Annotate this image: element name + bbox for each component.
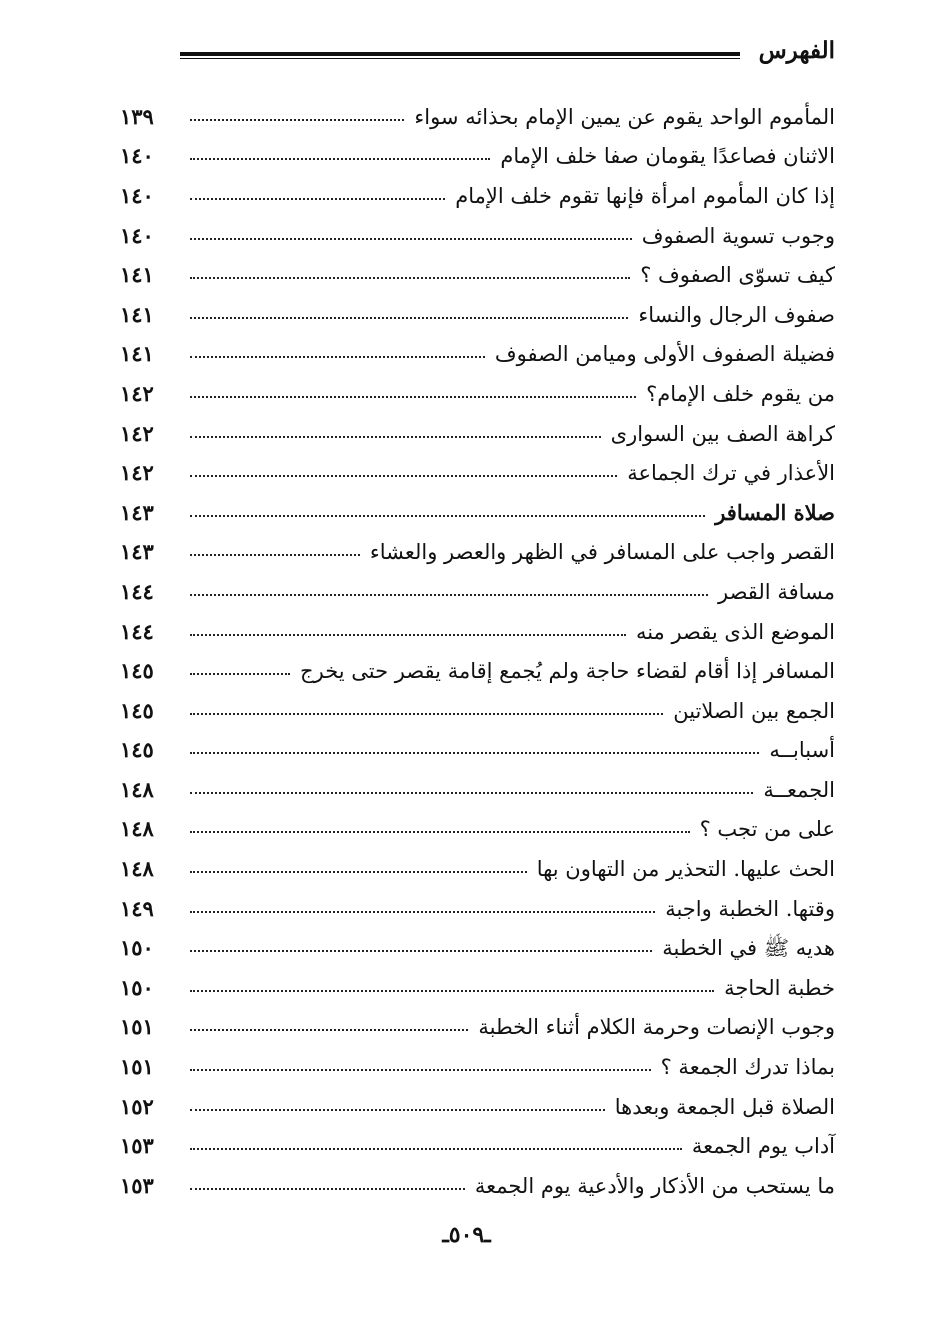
dot-leader xyxy=(190,713,663,715)
toc-entry-page: ١٥٣ xyxy=(120,1133,154,1159)
toc-entry-title: المسافر إذا أقام لقضاء حاجة ولم يُجمع إقامة يقصر حتى يخرج xyxy=(300,659,835,684)
toc-entry xyxy=(120,691,835,731)
dot-leader xyxy=(190,1029,468,1031)
toc-entry xyxy=(120,493,835,533)
header-rule xyxy=(180,52,740,59)
dot-leader xyxy=(190,673,290,675)
dot-leader xyxy=(190,356,485,358)
toc-entry xyxy=(120,414,835,454)
toc-entry-title: الجمعــة xyxy=(763,777,835,802)
toc-entry xyxy=(120,731,835,771)
dot-leader xyxy=(190,1148,682,1150)
toc-entry-title: كراهة الصف بين السوارى xyxy=(610,421,835,446)
toc-entry-title: الأعذار في ترك الجماعة xyxy=(627,461,835,486)
dot-leader xyxy=(190,950,652,952)
toc-entry xyxy=(120,612,835,652)
toc-entry-title: الموضع الذى يقصر منه xyxy=(635,619,835,644)
toc-entry-page: ١٤٤ xyxy=(120,578,154,604)
toc-entry xyxy=(120,770,835,810)
toc-entry-page: ١٥١ xyxy=(120,1014,154,1040)
toc-entry-page: ١٤٣ xyxy=(120,539,154,565)
dot-leader xyxy=(190,396,636,398)
toc-entry xyxy=(120,137,835,177)
toc-entry-title: إذا كان المأموم امرأة فإنها تقوم خلف الإمام xyxy=(455,183,835,208)
toc-entry-page: ١٤٨ xyxy=(120,776,154,802)
toc-entry-page: ١٤٢ xyxy=(120,380,154,406)
toc-entry-page: ١٤٤ xyxy=(120,618,154,644)
toc-entry-title: الصلاة قبل الجمعة وبعدها xyxy=(614,1094,835,1119)
toc-entry-title: صلاة المسافر xyxy=(715,499,835,525)
toc-entry-page: ١٣٩ xyxy=(120,103,154,129)
toc-entry xyxy=(120,928,835,968)
toc-entry-title: أسبابــه xyxy=(769,738,835,763)
toc-entry xyxy=(120,374,835,414)
dot-leader xyxy=(190,911,655,913)
dot-leader xyxy=(190,515,705,517)
toc-entry-page: ١٥٠ xyxy=(120,974,154,1000)
toc-entry-page: ١٤٢ xyxy=(120,460,154,486)
toc-entry-page: ١٥١ xyxy=(120,1054,154,1080)
toc-entry-page: ١٤١ xyxy=(120,301,154,327)
toc-entry-title: صفوف الرجال والنساء xyxy=(638,302,835,327)
toc-entry xyxy=(120,295,835,335)
toc-entry xyxy=(120,176,835,216)
toc-entry xyxy=(120,889,835,929)
dot-leader xyxy=(190,634,626,636)
toc-entry xyxy=(120,810,835,850)
toc-entry-page: ١٤٥ xyxy=(120,658,154,684)
toc-entry-title: وجوب الإنصات وحرمة الكلام أثناء الخطبة xyxy=(478,1015,835,1040)
toc-entry xyxy=(120,533,835,573)
toc-entry-page: ١٤٠ xyxy=(120,182,154,208)
toc-entry-page: ١٤٥ xyxy=(120,697,154,723)
toc-entry-title: من يقوم خلف الإمام؟ xyxy=(646,381,835,406)
toc-entry-page: ١٤٠ xyxy=(120,222,154,248)
dot-leader xyxy=(190,1188,465,1190)
toc-entry-page: ١٥٠ xyxy=(120,935,154,961)
toc-entry-page: ١٤٥ xyxy=(120,737,154,763)
dot-leader xyxy=(190,198,445,200)
dot-leader xyxy=(190,871,527,873)
toc-entry xyxy=(120,1087,835,1127)
toc-entry-page: ١٤٨ xyxy=(120,816,154,842)
toc-entry-title: وجوب تسوية الصفوف xyxy=(641,223,835,248)
toc-entry-title: كيف تسوّى الصفوف ؟ xyxy=(640,263,835,288)
dot-leader xyxy=(190,158,490,160)
toc-entry-page: ١٤١ xyxy=(120,262,154,288)
toc-entry-title: آداب يوم الجمعة xyxy=(691,1134,835,1159)
table-of-contents xyxy=(120,97,835,1206)
toc-entry-title: المأموم الواحد يقوم عن يمين الإمام بحذائه سواء xyxy=(414,104,835,129)
toc-entry-page: ١٤٨ xyxy=(120,856,154,882)
dot-leader xyxy=(190,1069,651,1071)
toc-entry xyxy=(120,97,835,137)
toc-entry-title: فضيلة الصفوف الأولى وميامن الصفوف xyxy=(494,342,835,367)
toc-entry-title: هديه ﷺ في الخطبة xyxy=(662,936,835,961)
dot-leader xyxy=(190,831,690,833)
toc-entry xyxy=(120,453,835,493)
toc-entry xyxy=(120,1126,835,1166)
toc-entry-page: ١٤٩ xyxy=(120,895,154,921)
dot-leader xyxy=(190,436,601,438)
toc-entry xyxy=(120,572,835,612)
toc-entry-title: مسافة القصر xyxy=(717,579,835,604)
toc-entry-page: ١٥٢ xyxy=(120,1093,154,1119)
toc-entry xyxy=(120,1047,835,1087)
toc-entry-title: الجمع بين الصلاتين xyxy=(673,698,835,723)
toc-entry xyxy=(120,651,835,691)
dot-leader xyxy=(190,1109,605,1111)
toc-entry-page: ١٤٣ xyxy=(120,499,154,525)
toc-entry xyxy=(120,1166,835,1206)
toc-entry-page: ١٤٠ xyxy=(120,143,154,169)
toc-entry-title: خطبة الحاجة xyxy=(724,975,835,1000)
toc-entry-title: القصر واجب على المسافر في الظهر والعصر والعشاء xyxy=(369,540,835,565)
dot-leader xyxy=(190,990,714,992)
toc-entry-title: الحث عليها. التحذير من التهاون بها xyxy=(536,857,835,882)
dot-leader xyxy=(190,119,404,121)
toc-entry xyxy=(120,255,835,295)
page-header xyxy=(100,30,835,70)
toc-entry-title: على من تجب ؟ xyxy=(699,817,835,842)
toc-entry xyxy=(120,216,835,256)
toc-entry xyxy=(120,1008,835,1048)
page-title: الفهرس xyxy=(758,37,835,64)
dot-leader xyxy=(190,277,630,279)
dot-leader xyxy=(190,752,759,754)
toc-entry-page: ١٤٢ xyxy=(120,420,154,446)
toc-entry xyxy=(120,849,835,889)
dot-leader xyxy=(190,792,753,794)
dot-leader xyxy=(190,594,708,596)
dot-leader xyxy=(190,317,628,319)
toc-entry xyxy=(120,968,835,1008)
page-number: ـ٥٠٩ـ xyxy=(442,1222,491,1248)
dot-leader xyxy=(190,554,360,556)
dot-leader xyxy=(190,238,632,240)
toc-entry-title: بماذا تدرك الجمعة ؟ xyxy=(660,1055,835,1080)
toc-entry xyxy=(120,335,835,375)
toc-entry-page: ١٥٣ xyxy=(120,1172,154,1198)
dot-leader xyxy=(190,475,617,477)
toc-entry-title: الاثنان فصاعدًا يقومان صفا خلف الإمام xyxy=(500,144,835,169)
toc-entry-title: وقتها. الخطبة واجبة xyxy=(665,896,835,921)
toc-entry-page: ١٤١ xyxy=(120,341,154,367)
toc-entry-title: ما يستحب من الأذكار والأدعية يوم الجمعة xyxy=(474,1173,835,1198)
